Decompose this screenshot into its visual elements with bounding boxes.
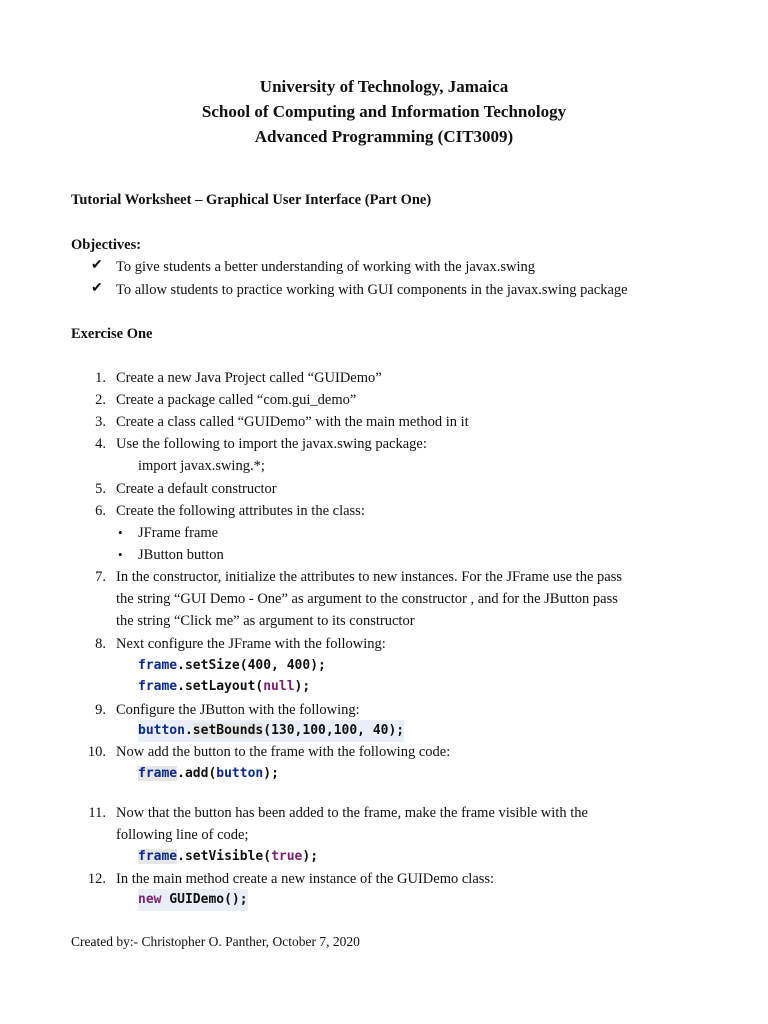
step-text: Create a package called “com.gui_demo” [116,392,357,408]
step-number: 1. [95,370,106,386]
course-name: Advanced Programming (CIT3009) [254,127,514,146]
university-name: University of Technology, Jamaica [259,77,509,96]
step-text: Use the following to import the javax.swing package: [116,436,427,452]
bullet-icon: • [118,547,123,562]
code-line-setbounds [138,720,404,742]
school-name: School of Computing and Information Technology [201,102,567,121]
objectives-heading: Objectives: [71,237,142,253]
step-number: 8. [95,636,106,652]
attribute-item: JFrame frame [138,525,219,541]
worksheet-title: Tutorial Worksheet – Graphical User Interface (Part One) [71,192,432,208]
step-text: Now add the button to the frame with the following code: [116,744,451,760]
step-number: 6. [95,503,106,519]
code-call: ); [263,766,279,781]
code-call: GUIDemo(); [161,892,248,907]
step-text: Create a new Java Project called “GUIDemo” [116,370,382,386]
import-statement: import javax.swing.*; [138,458,265,474]
objective-item: To allow students to practice working with GUI components in the javax.swing package [116,282,628,298]
document-header [0,74,768,149]
check-icon: ✔ [91,258,103,273]
step-text: Next configure the JFrame with the following: [116,636,386,652]
code-object: button [216,766,264,781]
objective-item: To give students a better understanding of working with the javax.swing [116,259,535,275]
code-call: ); [302,849,319,864]
step-text-line: Now that the button has been added to the frame, make the frame visible with the [116,805,588,821]
code-object: button [138,723,185,738]
code-keyword: true [271,849,303,864]
step-text: Create the following attributes in the class: [116,503,365,519]
check-icon: ✔ [91,281,103,296]
step-number: 3. [95,414,106,430]
step-number: 2. [95,392,106,408]
step-number: 7. [95,569,106,585]
step-number: 4. [95,436,106,452]
code-method: setBounds [192,723,264,738]
step-text: In the main method create a new instance of the GUIDemo class: [116,871,495,887]
code-call: (130,100,100, 40); [263,723,405,738]
step-number: 9. [95,702,106,718]
step-number: 5. [95,481,106,497]
exercise-heading: Exercise One [71,326,153,342]
step-text: Create a class called “GUIDemo” with the main method in it [116,414,469,430]
code-call: .setVisible( [177,849,272,864]
code-call: .add( [177,766,217,781]
code-call: . [184,723,193,738]
step-text-line: the string “Click me” as argument to its constructor [116,613,415,629]
code-call: ); [294,679,311,694]
code-line-setlayout [138,676,310,698]
code-object: frame [138,679,178,694]
step-text-line: following line of code; [116,827,249,843]
step-text: Create a default constructor [116,481,277,497]
attribute-item: JButton button [138,547,224,563]
step-number: 11. [88,805,106,821]
code-object: frame [138,766,178,781]
code-keyword: new [138,892,162,907]
step-text: Configure the JButton with the following: [116,702,360,718]
code-call: .setSize(400, 400); [177,658,326,673]
step-number: 12. [87,871,106,887]
code-line-setvisible [138,846,318,868]
bullet-icon: • [118,525,123,540]
code-line-add [138,763,279,785]
footer-credit: Created by:- Christopher O. Panther, October 7, 2020 [71,934,360,949]
step-text-line: the string “GUI Demo - One” as argument to the constructor , and for the JButton pass [116,591,618,607]
step-number: 10. [87,744,106,760]
code-line-new [138,889,248,911]
code-object: frame [138,849,178,864]
code-keyword: null [263,679,295,694]
step-text-line: In the constructor, initialize the attributes to new instances. For the JFrame use the pass [116,569,622,585]
code-object: frame [138,658,178,673]
code-call: .setLayout( [177,679,264,694]
code-line-setsize [138,655,326,677]
